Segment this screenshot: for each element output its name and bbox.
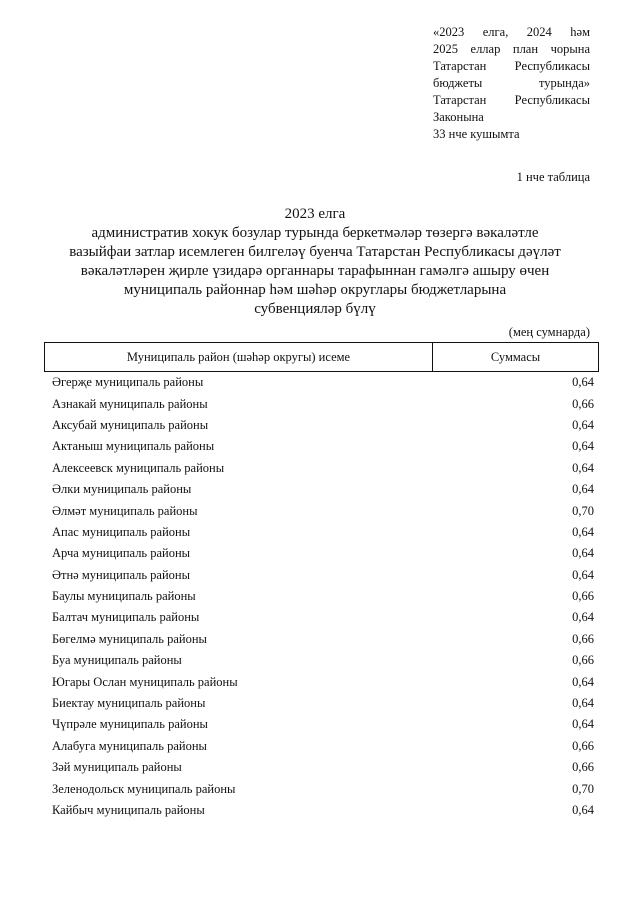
table-row bbox=[48, 778, 596, 799]
district-name: Аксубай муниципаль районы bbox=[52, 417, 209, 432]
district-sum: 0,66 bbox=[572, 653, 594, 668]
table-row bbox=[48, 372, 596, 393]
document-title bbox=[40, 205, 590, 319]
district-sum: 0,64 bbox=[572, 674, 594, 689]
district-name: Биектау муниципаль районы bbox=[52, 696, 206, 711]
district-sum: 0,64 bbox=[572, 439, 594, 454]
district-sum: 0,66 bbox=[572, 738, 594, 753]
district-sum: 0,64 bbox=[572, 460, 594, 475]
title-line: административ хокук бозулар турында беркетмәләр төзергә вәкаләтле bbox=[91, 225, 539, 241]
table-row bbox=[48, 393, 596, 414]
district-name: Әлки муниципаль районы bbox=[52, 482, 192, 497]
district-sum: 0,64 bbox=[572, 524, 594, 539]
table-row bbox=[48, 436, 596, 457]
law-reference-line: Татарстан Республикасы bbox=[433, 93, 590, 107]
district-name: Алабуга муниципаль районы bbox=[52, 738, 207, 753]
title-line: субвенцияләр бүлү bbox=[254, 301, 376, 317]
district-sum: 0,66 bbox=[572, 760, 594, 775]
district-sum: 0,66 bbox=[572, 396, 594, 411]
district-name: Әлмәт муниципаль районы bbox=[52, 503, 198, 518]
law-reference-line: Законына bbox=[433, 110, 484, 124]
law-reference bbox=[433, 24, 590, 143]
table-row bbox=[48, 479, 596, 500]
column-header-sum: Суммасы bbox=[490, 349, 541, 364]
table-row bbox=[48, 629, 596, 650]
table-header bbox=[44, 342, 599, 372]
district-sum: 0,64 bbox=[572, 546, 594, 561]
district-name: Әгерҗе муниципаль районы bbox=[52, 375, 204, 390]
district-name: Кайбыч муниципаль районы bbox=[52, 803, 205, 817]
law-reference-line: бюджеты турында» bbox=[433, 76, 590, 90]
district-sum: 0,66 bbox=[572, 631, 594, 646]
district-sum: 0,66 bbox=[572, 589, 594, 604]
district-name: Әтнә муниципаль районы bbox=[52, 567, 191, 582]
district-sum: 0,70 bbox=[572, 503, 594, 518]
title-line: муниципаль районнар һәм шәһәр округлары бюджетларына bbox=[123, 282, 507, 298]
law-reference-line: 2025 еллар план чорына bbox=[433, 42, 590, 56]
table-number: 1 нче таблица bbox=[516, 170, 590, 184]
district-sum: 0,64 bbox=[572, 482, 594, 497]
column-header-name: Муниципаль район (шәһәр округы) исеме bbox=[45, 343, 433, 371]
table-row bbox=[48, 693, 596, 714]
table-row bbox=[48, 522, 596, 543]
district-sum: 0,70 bbox=[572, 781, 594, 796]
table-row bbox=[48, 650, 596, 671]
law-reference-line: «2023 елга, 2024 һәм bbox=[433, 25, 590, 39]
district-name: Актаныш муниципаль районы bbox=[52, 439, 215, 454]
district-name: Югары Ослан муниципаль районы bbox=[52, 674, 238, 689]
district-name: Балтач муниципаль районы bbox=[52, 610, 200, 625]
district-name: Зәй муниципаль районы bbox=[52, 760, 182, 775]
district-name: Алексеевск муниципаль районы bbox=[52, 460, 225, 475]
table-row bbox=[48, 714, 596, 735]
district-sum: 0,64 bbox=[572, 610, 594, 625]
district-sum: 0,64 bbox=[572, 696, 594, 711]
title-line: 2023 елга bbox=[284, 206, 346, 222]
district-sum: 0,64 bbox=[572, 417, 594, 432]
title-line: вазыйфаи затлар исемлеген билгеләү буенча Татарстан Республикасы дәүләт bbox=[69, 244, 561, 260]
district-sum: 0,64 bbox=[572, 375, 594, 390]
district-sum: 0,64 bbox=[572, 717, 594, 732]
table-row bbox=[48, 800, 596, 821]
law-reference-line: 33 нче кушымта bbox=[433, 127, 520, 141]
district-name: Чүпрәле муниципаль районы bbox=[52, 717, 208, 732]
table-row bbox=[48, 500, 596, 521]
table-row bbox=[48, 757, 596, 778]
table-row bbox=[48, 543, 596, 564]
units-note: (мең сумнарда) bbox=[508, 325, 590, 339]
district-sum: 0,64 bbox=[572, 803, 594, 817]
table-row bbox=[48, 586, 596, 607]
table-row bbox=[48, 415, 596, 436]
table-row bbox=[48, 607, 596, 628]
table-body bbox=[48, 372, 596, 821]
district-name: Бөгелмә муниципаль районы bbox=[52, 631, 207, 646]
district-name: Зеленодольск муниципаль районы bbox=[52, 781, 236, 796]
title-line: вәкаләтләрен җирле үзидарә органнары тарафыннан гамәлгә ашыру өчен bbox=[80, 263, 550, 279]
district-name: Буа муниципаль районы bbox=[52, 653, 182, 668]
district-sum: 0,64 bbox=[572, 567, 594, 582]
law-reference-line: Татарстан Республикасы bbox=[433, 59, 590, 73]
district-name: Арча муниципаль районы bbox=[52, 546, 191, 561]
table-row bbox=[48, 565, 596, 586]
table-row bbox=[48, 736, 596, 757]
district-name: Азнакай муниципаль районы bbox=[52, 396, 208, 411]
table-row bbox=[48, 458, 596, 479]
table-row bbox=[48, 671, 596, 692]
district-name: Апас муниципаль районы bbox=[52, 524, 191, 539]
district-name: Баулы муниципаль районы bbox=[52, 589, 196, 604]
